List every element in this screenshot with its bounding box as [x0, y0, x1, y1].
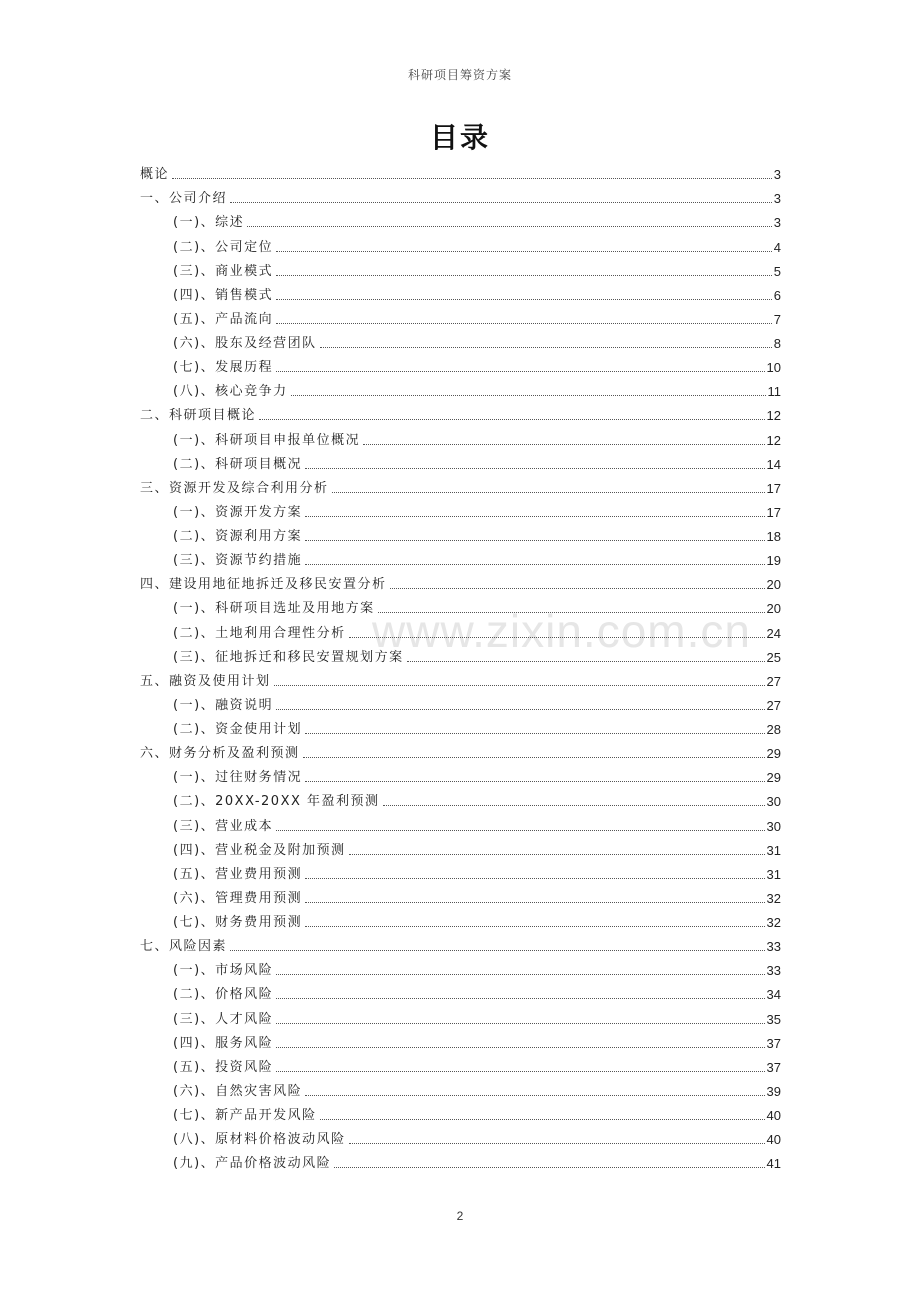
toc-entry-page: 29 — [766, 746, 781, 762]
toc-entry-page: 11 — [767, 384, 781, 400]
toc-entry-page: 14 — [766, 456, 781, 472]
toc-subsection-entry[interactable] — [140, 1005, 781, 1029]
toc-entry-label: (一)、市场风险 — [173, 963, 274, 979]
toc-dot-leader — [305, 516, 764, 517]
toc-entry-page: 25 — [766, 649, 781, 665]
toc-dot-leader — [274, 685, 765, 686]
toc-subsection-entry[interactable] — [140, 523, 781, 547]
toc-subsection-entry[interactable] — [140, 957, 781, 981]
toc-dot-leader — [305, 1095, 764, 1096]
toc-entry-label: (二)、价格风险 — [173, 987, 274, 1003]
toc-entry-page: 3 — [773, 167, 781, 183]
toc-dot-leader — [276, 251, 772, 252]
toc-entry-label: 七、风险因素 — [140, 939, 228, 955]
toc-entry-page: 3 — [773, 191, 781, 207]
toc-subsection-entry[interactable] — [140, 1150, 781, 1174]
toc-entry-label: (八)、原材料价格波动风险 — [173, 1132, 346, 1148]
toc-entry-page: 29 — [766, 770, 781, 786]
toc-entry-page: 32 — [766, 890, 781, 906]
toc-subsection-entry[interactable] — [140, 1054, 781, 1078]
toc-subsection-entry[interactable] — [140, 233, 781, 257]
toc-entry-page: 27 — [766, 673, 781, 689]
toc-entry-page: 3 — [773, 215, 781, 231]
toc-section-entry[interactable] — [140, 740, 781, 764]
toc-entry-label: 概论 — [140, 167, 170, 183]
toc-entry-label: (一)、过往财务情况 — [173, 770, 303, 786]
toc-entry-label: (一)、融资说明 — [173, 697, 274, 713]
toc-subsection-entry[interactable] — [140, 451, 781, 475]
toc-entry-page: 17 — [766, 504, 781, 520]
toc-entry-label: 六、财务分析及盈利预测 — [140, 746, 300, 762]
toc-entry-label: (五)、投资风险 — [173, 1059, 274, 1075]
table-of-contents — [140, 161, 781, 1174]
toc-entry-label: 二、科研项目概论 — [140, 408, 257, 424]
toc-subsection-entry[interactable] — [140, 354, 781, 378]
toc-subsection-entry[interactable] — [140, 258, 781, 282]
toc-entry-label: (一)、科研项目申报单位概况 — [173, 432, 361, 448]
toc-entry-page: 10 — [766, 360, 781, 376]
toc-entry-label: (六)、自然灾害风险 — [173, 1083, 303, 1099]
toc-dot-leader — [349, 1143, 765, 1144]
toc-entry-page: 20 — [766, 577, 781, 593]
toc-subsection-entry[interactable] — [140, 861, 781, 885]
toc-entry-page: 30 — [766, 818, 781, 834]
toc-entry-page: 33 — [766, 963, 781, 979]
toc-entry-label: (七)、财务费用预测 — [173, 915, 303, 930]
toc-entry-label: (五)、产品流向 — [173, 311, 274, 327]
toc-entry-label: 四、建设用地征地拆迁及移民安置分析 — [140, 577, 387, 593]
toc-entry-page: 28 — [766, 722, 781, 737]
toc-subsection-entry[interactable] — [140, 282, 781, 306]
toc-dot-leader — [320, 347, 772, 348]
toc-entry-page: 4 — [773, 239, 781, 255]
toc-entry-label: (一)、科研项目选址及用地方案 — [173, 601, 375, 617]
toc-subsection-entry[interactable] — [140, 837, 781, 861]
toc-subsection-entry[interactable] — [140, 909, 781, 933]
toc-entry-page: 30 — [766, 794, 781, 810]
toc-dot-leader — [276, 1047, 764, 1048]
toc-dot-leader — [172, 178, 772, 179]
toc-entry-page: 8 — [773, 336, 781, 351]
toc-dot-leader — [363, 444, 764, 445]
toc-dot-leader — [276, 323, 772, 324]
toc-dot-leader — [305, 564, 764, 565]
toc-entry-label: (二)、资金使用计划 — [173, 722, 303, 737]
toc-dot-leader — [334, 1167, 764, 1168]
toc-entry-page: 17 — [766, 480, 781, 496]
toc-subsection-entry[interactable] — [140, 1078, 781, 1102]
toc-subsection-entry[interactable] — [140, 595, 781, 619]
toc-subsection-entry[interactable] — [140, 1030, 781, 1054]
toc-entry-page: 41 — [766, 1156, 781, 1172]
toc-entry-label: (一)、资源开发方案 — [173, 504, 303, 520]
toc-dot-leader — [305, 781, 764, 782]
toc-entry-page: 37 — [766, 1059, 781, 1075]
toc-entry-label: (二)、资源利用方案 — [173, 529, 303, 544]
toc-section-entry[interactable] — [140, 475, 781, 499]
toc-dot-leader — [378, 612, 765, 613]
toc-subsection-entry[interactable] — [140, 885, 781, 909]
toc-entry-label: 三、资源开发及综合利用分析 — [140, 480, 329, 496]
toc-subsection-entry[interactable] — [140, 547, 781, 571]
toc-dot-leader — [230, 950, 765, 951]
toc-dot-leader — [276, 371, 764, 372]
toc-subsection-entry[interactable] — [140, 692, 781, 716]
toc-subsection-entry[interactable] — [140, 716, 781, 740]
toc-entry-label: (五)、营业费用预测 — [173, 866, 303, 882]
toc-entry-page: 37 — [766, 1035, 781, 1051]
toc-subsection-entry[interactable] — [140, 644, 781, 668]
toc-subsection-entry[interactable] — [140, 764, 781, 788]
toc-section-entry[interactable] — [140, 933, 781, 957]
toc-dot-leader — [247, 226, 772, 227]
toc-entry-label: (九)、产品价格波动风险 — [173, 1156, 332, 1172]
toc-dot-leader — [276, 299, 772, 300]
toc-dot-leader — [390, 588, 765, 589]
toc-subsection-entry[interactable] — [140, 981, 781, 1005]
toc-entry-label: (一)、综述 — [173, 215, 245, 231]
toc-entry-label: (二)、科研项目概况 — [173, 456, 303, 472]
toc-entry-label: (三)、营业成本 — [173, 818, 274, 834]
toc-dot-leader — [276, 709, 764, 710]
toc-entry-page: 27 — [766, 697, 781, 713]
toc-entry-page: 31 — [766, 866, 781, 882]
toc-subsection-entry[interactable] — [140, 378, 781, 402]
toc-section-entry[interactable] — [140, 161, 781, 185]
toc-entry-label: (四)、销售模式 — [173, 287, 274, 303]
toc-dot-leader — [291, 395, 766, 396]
toc-dot-leader — [407, 661, 765, 662]
toc-entry-label: (四)、服务风险 — [173, 1035, 274, 1051]
toc-dot-leader — [276, 1071, 764, 1072]
toc-subsection-entry[interactable] — [140, 306, 781, 330]
toc-subsection-entry[interactable] — [140, 1102, 781, 1126]
toc-dot-leader — [276, 275, 772, 276]
toc-dot-leader — [332, 492, 765, 493]
toc-dot-leader — [230, 202, 772, 203]
toc-subsection-entry[interactable] — [140, 788, 781, 812]
toc-dot-leader — [383, 805, 765, 806]
toc-entry-label: (二)、土地利用合理性分析 — [173, 625, 346, 641]
toc-title: 目录 — [429, 121, 490, 154]
toc-entry-label: (四)、营业税金及附加预测 — [173, 842, 346, 858]
toc-subsection-entry[interactable] — [140, 812, 781, 836]
toc-subsection-entry[interactable] — [140, 209, 781, 233]
toc-dot-leader — [276, 1023, 764, 1024]
toc-entry-page: 33 — [766, 939, 781, 955]
toc-entry-label: (三)、征地拆迁和移民安置规划方案 — [173, 649, 404, 665]
page-number: 2 — [456, 1209, 464, 1223]
toc-dot-leader — [320, 1119, 765, 1120]
toc-entry-page: 35 — [766, 1011, 781, 1027]
toc-section-entry[interactable] — [140, 185, 781, 209]
toc-entry-page: 24 — [766, 625, 781, 641]
toc-entry-page: 40 — [766, 1132, 781, 1148]
toc-dot-leader — [276, 974, 764, 975]
toc-entry-page: 12 — [766, 408, 781, 424]
toc-entry-page: 7 — [773, 311, 781, 327]
toc-entry-page: 34 — [766, 987, 781, 1003]
toc-section-entry[interactable] — [140, 571, 781, 595]
toc-subsection-entry[interactable] — [140, 330, 781, 354]
toc-dot-leader — [305, 878, 764, 879]
toc-entry-label: (三)、人才风险 — [173, 1011, 274, 1027]
toc-entry-label: (二)、公司定位 — [173, 239, 274, 255]
toc-subsection-entry[interactable] — [140, 426, 781, 450]
toc-dot-leader — [305, 902, 764, 903]
toc-entry-label: (六)、股东及经营团队 — [173, 336, 317, 351]
toc-entry-page: 31 — [766, 842, 781, 858]
toc-entry-page: 12 — [766, 432, 781, 448]
toc-entry-label: (二)、20XX-20XX 年盈利预测 — [173, 794, 380, 810]
toc-section-entry[interactable] — [140, 402, 781, 426]
toc-dot-leader — [305, 733, 764, 734]
toc-entry-label: (三)、资源节约措施 — [173, 553, 303, 569]
toc-section-entry[interactable] — [140, 668, 781, 692]
toc-subsection-entry[interactable] — [140, 499, 781, 523]
toc-entry-label: 一、公司介绍 — [140, 191, 228, 207]
toc-dot-leader — [303, 757, 765, 758]
toc-entry-label: (三)、商业模式 — [173, 263, 274, 279]
toc-entry-label: (七)、发展历程 — [173, 360, 274, 376]
toc-entry-page: 19 — [766, 553, 781, 569]
toc-entry-page: 20 — [766, 601, 781, 617]
toc-entry-page: 6 — [773, 287, 781, 303]
toc-entry-page: 18 — [766, 529, 781, 544]
toc-entry-page: 39 — [766, 1083, 781, 1099]
toc-dot-leader — [305, 540, 764, 541]
toc-dot-leader — [305, 468, 764, 469]
toc-entry-page: 40 — [766, 1108, 781, 1123]
toc-entry-label: (七)、新产品开发风险 — [173, 1108, 317, 1123]
toc-entry-label: 五、融资及使用计划 — [140, 673, 271, 689]
toc-dot-leader — [259, 419, 765, 420]
toc-dot-leader — [276, 998, 764, 999]
toc-subsection-entry[interactable] — [140, 1126, 781, 1150]
toc-entry-label: (八)、核心竞争力 — [173, 384, 288, 400]
watermark: www.zixin.com.cn — [372, 605, 751, 657]
toc-entry-label: (六)、管理费用预测 — [173, 890, 303, 906]
toc-subsection-entry[interactable] — [140, 619, 781, 643]
running-header: 科研项目筹资方案 — [407, 68, 512, 82]
toc-dot-leader — [349, 637, 765, 638]
toc-entry-page: 5 — [773, 263, 781, 279]
toc-dot-leader — [305, 926, 764, 927]
toc-dot-leader — [349, 854, 765, 855]
toc-dot-leader — [276, 830, 764, 831]
toc-entry-page: 32 — [766, 915, 781, 930]
